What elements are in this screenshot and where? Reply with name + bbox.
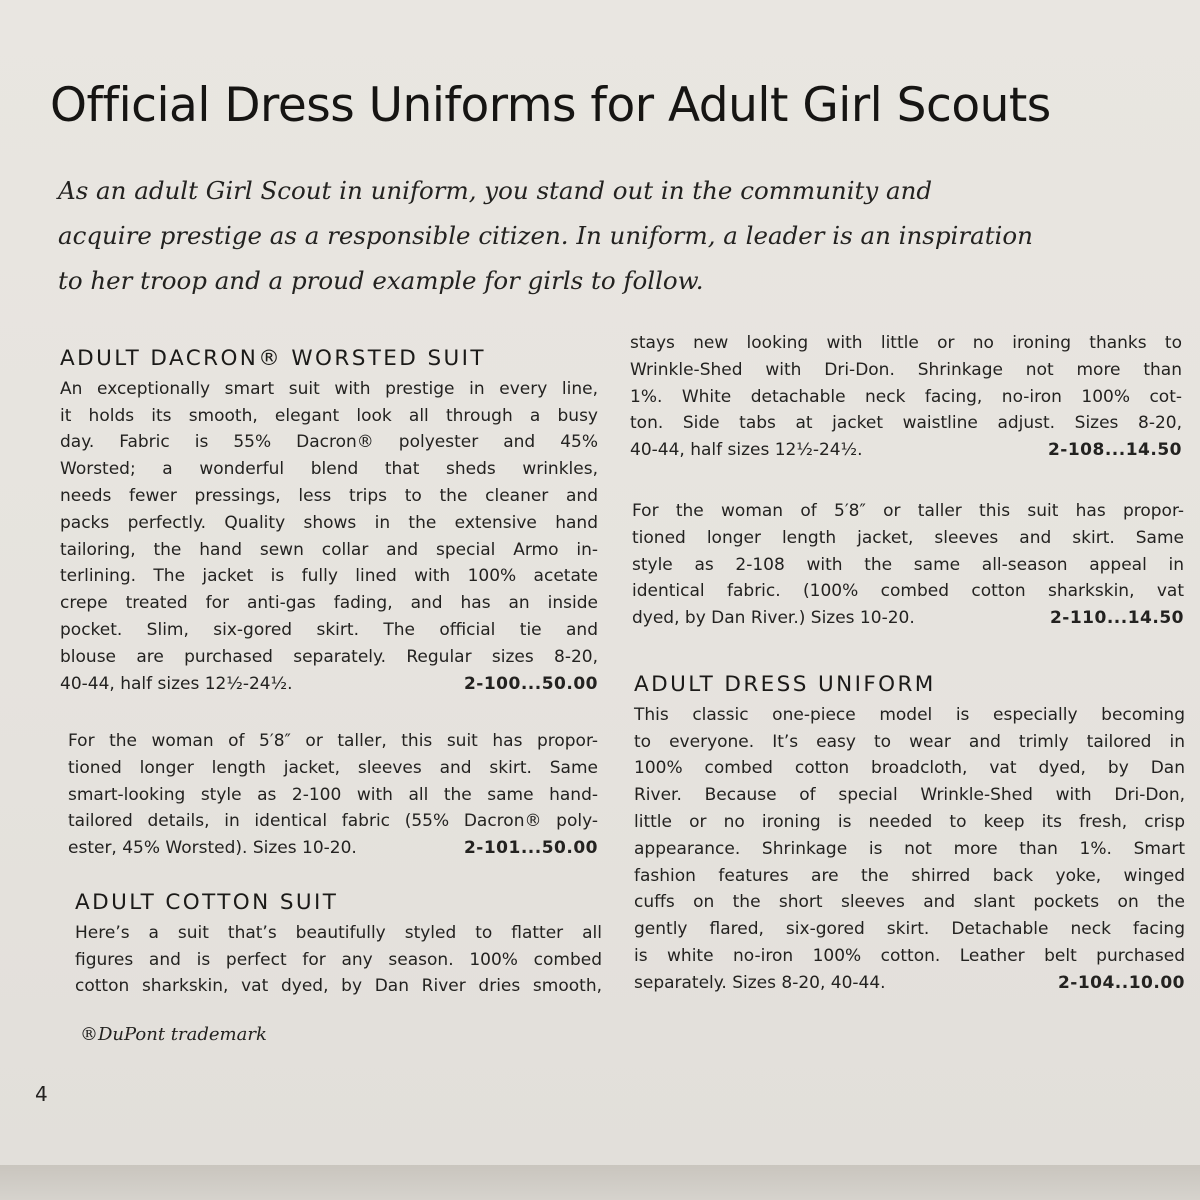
page-edge-shadow	[0, 1165, 1200, 1200]
intro-line: As an adult Girl Scout in uniform, you stand out in the community and	[58, 176, 933, 205]
body-line: fashion features are the shirred back yoke, winged	[634, 865, 1185, 886]
intro-paragraph	[58, 168, 1078, 303]
body-line: 1%. White detachable neck facing, no-iron 100% cot-	[630, 386, 1182, 407]
body-line: little or no ironing is needed to keep its fresh, crisp	[634, 811, 1185, 832]
size-text: separately. Sizes 8-20, 40-44.	[634, 972, 886, 993]
body-line: An exceptionally smart suit with prestige in every line,	[60, 378, 598, 399]
price-line	[68, 835, 598, 862]
body-line: tailoring, the hand sewn collar and special Armo in-	[60, 539, 598, 560]
body-line: tioned longer length jacket, sleeves and skirt. Same	[632, 527, 1184, 548]
body-line: blouse are purchased separately. Regular sizes 8-20,	[60, 646, 598, 667]
section-heading: ADULT COTTON SUIT	[75, 890, 339, 915]
body-line: day. Fabric is 55% Dacron® polyester and 45%	[60, 432, 598, 453]
body-line: Wrinkle-Shed with Dri-Don. Shrinkage not more than	[630, 359, 1182, 380]
cotton-suit-continued	[630, 330, 1182, 464]
body-line: River. Because of special Wrinkle-Shed with Dri-Don,	[634, 785, 1185, 806]
body-line: packs perfectly. Quality shows in the extensive hand	[60, 512, 598, 533]
section-heading: ADULT DACRON® WORSTED SUIT	[60, 346, 486, 371]
body-line: stays new looking with little or no ironing thanks to	[630, 333, 1182, 353]
dacron-tall-section	[68, 728, 598, 862]
dress-uniform-section	[634, 672, 1185, 997]
footnote: ®DuPont trademark	[80, 1024, 267, 1045]
page-number: 4	[35, 1082, 48, 1106]
body-line: This classic one-piece model is especially becoming	[634, 704, 1185, 725]
body-line: smart-looking style as 2-100 with all the same hand-	[68, 784, 598, 805]
cotton-tall-section	[632, 498, 1184, 632]
size-text: 40-44, half sizes 12½-24½.	[630, 440, 863, 461]
price-line	[632, 605, 1184, 632]
body-line: For the woman of 5′8″ or taller, this suit has propor-	[68, 731, 598, 751]
price-code: 2-108...14.50	[1047, 440, 1182, 461]
body-line: Here’s a suit that’s beautifully styled to flatter all	[75, 922, 602, 943]
body-line: ton. Side tabs at jacket waistline adjust. Sizes 8-20,	[630, 413, 1182, 434]
price-line	[630, 437, 1182, 464]
price-line	[60, 671, 598, 698]
cotton-suit-section	[75, 890, 602, 1000]
body-line: terlining. The jacket is fully lined with 100% acetate	[60, 566, 598, 587]
page-title: Official Dress Uniforms for Adult Girl Scouts	[50, 78, 1051, 133]
price-code: 2-104..10.00	[1057, 972, 1185, 993]
size-text: dyed, by Dan River.) Sizes 10-20.	[632, 608, 915, 629]
body-line: Worsted; a wonderful blend that sheds wrinkles,	[60, 459, 598, 480]
body-line: needs fewer pressings, less trips to the cleaner and	[60, 485, 598, 506]
body-line: 100% combed cotton broadcloth, vat dyed, by Dan	[634, 758, 1185, 779]
size-text: 40-44, half sizes 12½-24½.	[60, 673, 293, 694]
price-code: 2-100...50.00	[463, 673, 598, 694]
body-line: For the woman of 5′8″ or taller this suit has propor-	[632, 501, 1184, 521]
intro-line: acquire prestige as a responsible citizen. In uniform, a leader is an inspiration	[58, 221, 1033, 250]
body-line: style as 2-108 with the same all-season appeal in	[632, 554, 1184, 575]
body-line: is white no-iron 100% cotton. Leather belt purchased	[634, 945, 1185, 966]
body-line: gently flared, six-gored skirt. Detachable neck facing	[634, 919, 1185, 940]
body-line: tioned longer length jacket, sleeves and skirt. Same	[68, 757, 598, 778]
body-line: pocket. Slim, six-gored skirt. The official tie and	[60, 619, 598, 640]
price-code: 2-110...14.50	[1049, 608, 1184, 629]
dacron-suit-section	[60, 346, 598, 697]
body-line: figures and is perfect for any season. 100% combed	[75, 949, 602, 970]
body-line: tailored details, in identical fabric (55% Dacron® poly-	[68, 811, 598, 832]
body-line: appearance. Shrinkage is not more than 1%. Smart	[634, 838, 1185, 859]
body-line: cotton sharkskin, vat dyed, by Dan River dries smooth,	[75, 976, 602, 997]
body-line: identical fabric. (100% combed cotton sharkskin, vat	[632, 581, 1184, 602]
price-code: 2-101...50.00	[463, 838, 598, 859]
body-line: cuffs on the short sleeves and slant pockets on the	[634, 892, 1185, 913]
section-heading: ADULT DRESS UNIFORM	[634, 672, 936, 697]
size-text: ester, 45% Worsted). Sizes 10-20.	[68, 838, 357, 859]
price-line	[634, 970, 1185, 997]
body-line: to everyone. It’s easy to wear and trimly tailored in	[634, 731, 1185, 752]
body-line: crepe treated for anti-gas fading, and has an inside	[60, 593, 598, 614]
intro-line: to her troop and a proud example for girls to follow.	[58, 266, 704, 295]
body-line: it holds its smooth, elegant look all through a busy	[60, 405, 598, 426]
